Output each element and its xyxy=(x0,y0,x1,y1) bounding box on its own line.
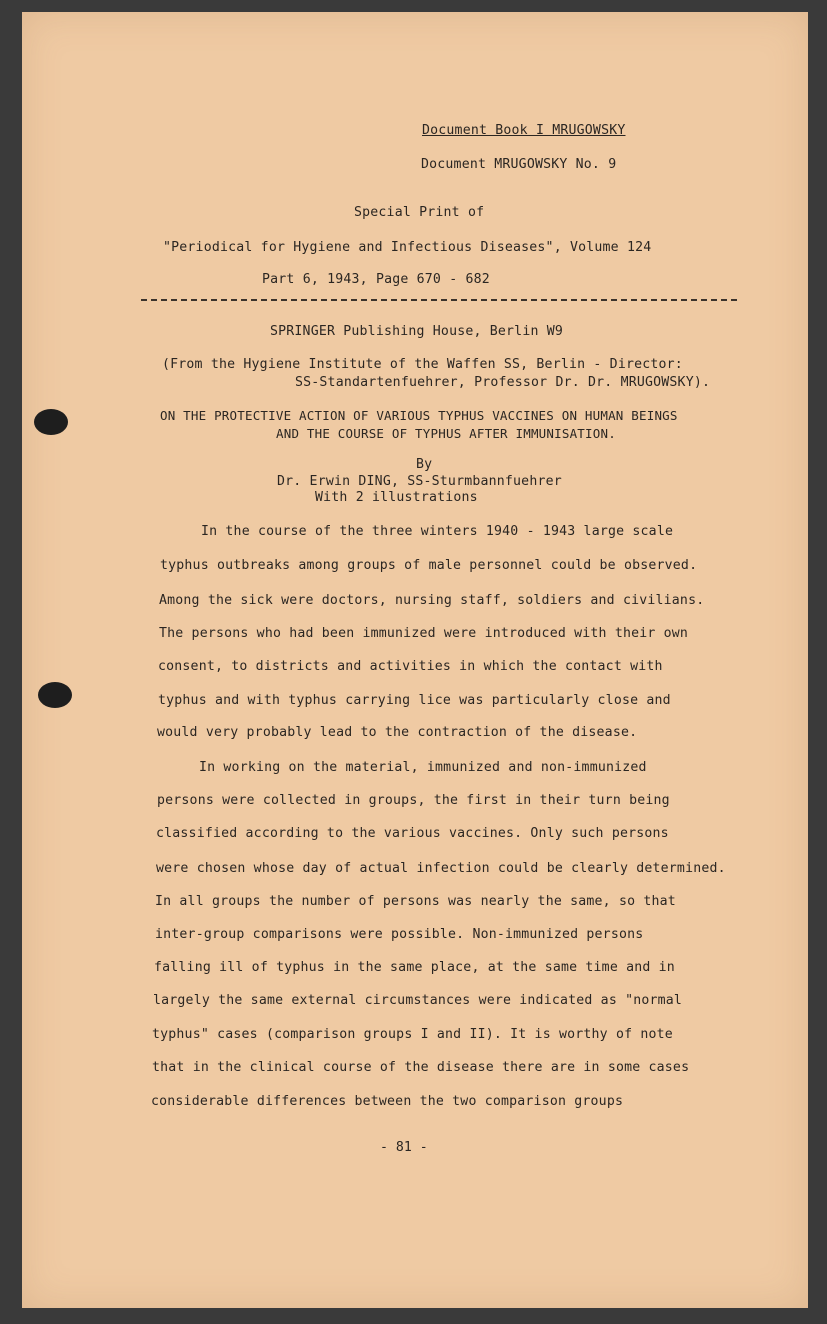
body-line: classified according to the various vaccines. Only such persons xyxy=(156,826,669,841)
body-line: The persons who had been immunized were introduced with their own xyxy=(159,626,689,641)
institute-line-2: SS-Standartenfuehrer, Professor Dr. Dr. MRUGOWSKY). xyxy=(295,375,711,390)
punch-hole xyxy=(34,409,68,435)
body-line: falling ill of typhus in the same place, at the same time and in xyxy=(154,960,675,975)
body-line: In the course of the three winters 1940 - 1943 large scale xyxy=(201,524,674,539)
body-line: typhus" cases (comparison groups I and II). It is worthy of note xyxy=(152,1027,673,1042)
body-line: considerable differences between the two comparison groups xyxy=(151,1094,624,1109)
body-line: In all groups the number of persons was nearly the same, so that xyxy=(155,894,676,909)
article-title-line-1: ON THE PROTECTIVE ACTION OF VARIOUS TYPHUS VACCINES ON HUMAN BEINGS xyxy=(160,408,678,423)
body-line: were chosen whose day of actual infection could be clearly determined. xyxy=(156,861,726,876)
page-number: - 81 - xyxy=(380,1140,428,1155)
institute-line-1: (From the Hygiene Institute of the Waffen SS, Berlin - Director: xyxy=(162,357,683,372)
body-line: In working on the material, immunized and non-immunized xyxy=(199,760,647,775)
special-print-line: Special Print of xyxy=(354,205,485,220)
document-number: Document MRUGOWSKY No. 9 xyxy=(421,157,617,172)
article-title-line-2: AND THE COURSE OF TYPHUS AFTER IMMUNISATION. xyxy=(276,426,616,441)
body-line: Among the sick were doctors, nursing staff, soldiers and civilians. xyxy=(159,593,705,608)
publisher-line: SPRINGER Publishing House, Berlin W9 xyxy=(270,324,564,339)
part-page-line: Part 6, 1943, Page 670 - 682 xyxy=(262,272,490,287)
illustrations-line: With 2 illustrations xyxy=(315,490,478,505)
body-line: consent, to districts and activities in which the contact with xyxy=(158,659,663,674)
byline-by: By xyxy=(416,457,433,472)
periodical-line: "Periodical for Hygiene and Infectious Diseases", Volume 124 xyxy=(163,240,652,255)
divider-rule xyxy=(141,299,737,301)
document-book-label: Document Book I MRUGOWSKY xyxy=(422,123,626,138)
body-line: largely the same external circumstances were indicated as "normal xyxy=(153,993,683,1008)
body-line: would very probably lead to the contraction of the disease. xyxy=(157,725,638,740)
body-line: persons were collected in groups, the first in their turn being xyxy=(157,793,670,808)
author-line: Dr. Erwin DING, SS-Sturmbannfuehrer xyxy=(277,474,562,489)
punch-hole xyxy=(38,682,72,708)
body-line: typhus outbreaks among groups of male personnel could be observed. xyxy=(160,558,698,573)
body-line: typhus and with typhus carrying lice was particularly close and xyxy=(158,693,671,708)
body-line: that in the clinical course of the disease there are in some cases xyxy=(152,1060,690,1075)
body-line: inter-group comparisons were possible. Non-immunized persons xyxy=(155,927,644,942)
